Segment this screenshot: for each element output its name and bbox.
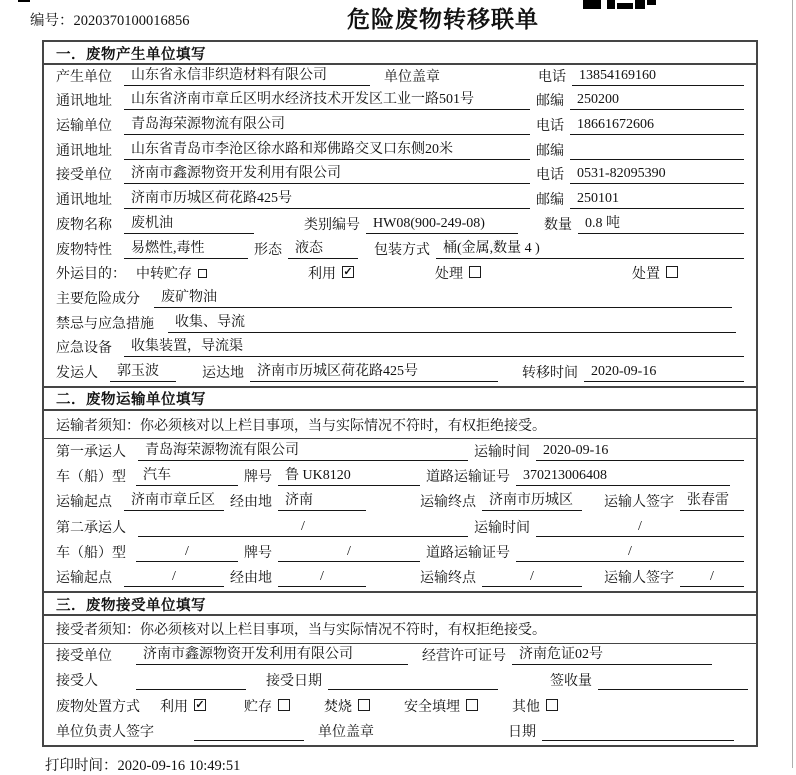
field-value: 370213006408 xyxy=(516,468,730,486)
field-value: 易燃性,毒性 xyxy=(124,237,248,259)
field-label: 通讯地址 xyxy=(56,143,112,159)
field-value: / xyxy=(136,544,238,562)
field-label: 运输时间 xyxy=(474,444,530,460)
form-section xyxy=(44,591,756,745)
field-label: 邮编 xyxy=(536,143,564,159)
field-label: 运输起点 xyxy=(56,571,112,587)
field-label: 接受人 xyxy=(56,674,98,690)
field-value: / xyxy=(482,569,582,587)
field-value: / xyxy=(124,569,224,587)
checkbox-unchecked-icon xyxy=(469,266,481,278)
checkbox-label: 贮存 xyxy=(244,699,272,715)
waste-transfer-form xyxy=(42,40,758,747)
section-header: 二．废物运输单位填写 xyxy=(44,388,756,411)
field-label: 车（船）型 xyxy=(56,470,126,486)
field-value: 2020-09-16 xyxy=(536,443,744,461)
form-row xyxy=(44,263,756,288)
field-label: 运输单位 xyxy=(56,119,112,135)
form-row xyxy=(44,515,756,540)
checkbox-unchecked-icon xyxy=(466,699,478,711)
form-row xyxy=(44,669,756,694)
field-label: 主要危险成分 xyxy=(56,291,140,307)
form-row xyxy=(44,720,756,745)
checkbox-unchecked-icon xyxy=(546,699,558,711)
checkbox-label: 安全填埋 xyxy=(404,699,460,715)
field-value: 液态 xyxy=(288,237,358,259)
field-value: 收集装置，导流渠 xyxy=(124,335,744,357)
field-value xyxy=(542,725,734,741)
field-value: 废矿物油 xyxy=(154,286,732,308)
field-value: / xyxy=(516,544,744,562)
form-section xyxy=(44,386,756,591)
field-value: 桶(金属,数量 4 ) xyxy=(436,237,744,259)
field-value: 郭玉波 xyxy=(110,360,176,382)
field-label: 数量 xyxy=(544,217,572,233)
field-label: 接受单位 xyxy=(56,168,112,184)
field-value: / xyxy=(278,569,366,587)
form-row xyxy=(44,188,756,213)
field-label: 包装方式 xyxy=(374,242,430,258)
checkbox-field xyxy=(404,696,478,716)
document-header xyxy=(0,0,796,40)
field-value xyxy=(598,674,748,690)
field-value: 济南市鑫源物资开发利用有限公司 xyxy=(136,643,408,665)
notice-text: 运输者须知：你必须核对以上栏目事项，当与实际情况不符时，有权拒绝接受。 xyxy=(44,411,756,440)
field-label: 发运人 xyxy=(56,365,98,381)
form-row xyxy=(44,139,756,164)
field-label: 电话 xyxy=(538,69,566,85)
checkbox-label: 其他 xyxy=(512,699,540,715)
field-value: 汽车 xyxy=(136,464,238,486)
field-value: HW08(900-249-08) xyxy=(366,216,518,234)
form-section xyxy=(44,42,756,386)
field-label: 道路运输证号 xyxy=(426,545,510,561)
field-value: 山东省青岛市李沧区徐水路和郑佛路交叉口东侧20米 xyxy=(124,138,530,160)
checkbox-label: 处理 xyxy=(435,267,463,283)
checkbox-field xyxy=(136,263,207,283)
checkbox-checked-icon: ✓ xyxy=(343,266,353,279)
form-row xyxy=(44,114,756,139)
field-label: 电话 xyxy=(536,168,564,184)
form-row xyxy=(44,694,756,719)
field-label: 运输起点 xyxy=(56,495,112,511)
field-label: 禁忌与应急措施 xyxy=(56,316,154,332)
form-row xyxy=(44,361,756,386)
field-label: 产生单位 xyxy=(56,69,112,85)
field-value: 山东省济南市章丘区明水经济技术开发区工业一路501号 xyxy=(124,88,530,110)
checkbox-unchecked-icon xyxy=(666,266,678,278)
field-label: 车（船）型 xyxy=(56,545,126,561)
field-value: 250200 xyxy=(570,92,744,110)
field-value: 济南市章丘区 xyxy=(124,489,224,511)
form-row xyxy=(44,439,756,464)
field-label: 接受单位 xyxy=(56,649,112,665)
field-label: 废物处置方式 xyxy=(56,699,140,715)
form-row xyxy=(44,566,756,591)
field-label: 第二承运人 xyxy=(56,520,126,536)
field-label: 废物名称 xyxy=(56,217,112,233)
field-label: 废物特性 xyxy=(56,242,112,258)
form-row xyxy=(44,238,756,263)
section-header: 一．废物产生单位填写 xyxy=(44,42,756,65)
form-row xyxy=(44,490,756,515)
checkbox-label: 利用 xyxy=(308,267,336,283)
field-label: 邮编 xyxy=(536,94,564,110)
field-label: 经由地 xyxy=(230,495,272,511)
checkbox-field xyxy=(308,263,354,283)
field-label: 单位盖章 xyxy=(318,724,374,740)
checkbox-label: 焚烧 xyxy=(324,699,352,715)
field-value: 张春雷 xyxy=(680,489,744,511)
print-time-line xyxy=(45,754,796,775)
page-edge-line xyxy=(792,0,793,768)
field-label: 道路运输证号 xyxy=(426,470,510,486)
field-value: 济南市鑫源物资开发利用有限公司 xyxy=(124,162,530,184)
field-value: 鲁 UK8120 xyxy=(278,464,420,486)
serial-number: 2020370100016856 xyxy=(73,13,190,29)
field-value: 青岛海荣源物流有限公司 xyxy=(124,113,530,135)
field-label: 第一承运人 xyxy=(56,444,126,460)
field-value: 收集、导流 xyxy=(168,311,736,333)
field-value: / xyxy=(536,519,744,537)
field-value: 济南危证02号 xyxy=(512,643,712,665)
checkbox-unchecked-icon xyxy=(198,269,207,278)
form-row xyxy=(44,312,756,337)
print-time-value: 2020-09-16 10:49:51 xyxy=(117,757,241,774)
checkbox-field xyxy=(512,696,558,716)
field-label: 通讯地址 xyxy=(56,193,112,209)
field-value: 济南市历城区 xyxy=(482,489,582,511)
checkbox-field xyxy=(324,696,370,716)
checkbox-unchecked-icon xyxy=(358,699,370,711)
field-label: 运输人签字 xyxy=(604,495,674,511)
form-row xyxy=(44,213,756,238)
form-row xyxy=(44,541,756,566)
field-label: 运输终点 xyxy=(420,495,476,511)
field-label: 单位负责人签字 xyxy=(56,724,154,740)
field-label: 电话 xyxy=(536,119,564,135)
field-value: 青岛海荣源物流有限公司 xyxy=(138,439,468,461)
field-value xyxy=(328,674,498,690)
field-label: 签收量 xyxy=(550,674,592,690)
form-row xyxy=(44,90,756,115)
checkbox-unchecked-icon xyxy=(278,699,290,711)
field-value: 2020-09-16 xyxy=(584,364,744,382)
checkbox-label: 利用 xyxy=(160,699,188,715)
field-label: 单位盖章 xyxy=(384,69,440,85)
form-row xyxy=(44,465,756,490)
form-row xyxy=(44,287,756,312)
field-value: 18661672606 xyxy=(570,117,744,135)
field-label: 类别编号 xyxy=(304,217,360,233)
field-label: 接受日期 xyxy=(266,674,322,690)
checkbox-label: 中转贮存 xyxy=(136,267,192,283)
field-value: / xyxy=(680,569,744,587)
field-label: 应急设备 xyxy=(56,341,112,357)
field-value: 0.8 吨 xyxy=(578,212,744,234)
field-value: 济南市历城区荷花路425号 xyxy=(124,187,530,209)
field-value xyxy=(570,144,744,160)
form-row xyxy=(44,644,756,669)
field-value: 0531-82095390 xyxy=(570,166,744,184)
field-label: 运达地 xyxy=(202,365,244,381)
field-label: 日期 xyxy=(508,724,536,740)
field-value: 山东省永信非织造材料有限公司 xyxy=(124,64,370,86)
checkbox-field xyxy=(160,696,206,716)
field-value xyxy=(194,725,304,741)
field-label: 运输终点 xyxy=(420,571,476,587)
field-label: 牌号 xyxy=(244,470,272,486)
form-row xyxy=(44,65,756,90)
page-title: 危险废物转移联单 xyxy=(347,7,539,32)
field-value: / xyxy=(278,544,420,562)
field-label: 经营许可证号 xyxy=(422,649,506,665)
field-label: 邮编 xyxy=(536,193,564,209)
field-label: 经由地 xyxy=(230,571,272,587)
checkbox-field xyxy=(435,263,481,283)
section-header: 三．废物接受单位填写 xyxy=(44,593,756,616)
field-value: 250101 xyxy=(570,191,744,209)
checkbox-label: 处置 xyxy=(632,267,660,283)
field-value: 13854169160 xyxy=(572,68,744,86)
field-label: 牌号 xyxy=(244,545,272,561)
field-label: 通讯地址 xyxy=(56,94,112,110)
field-label: 转移时间 xyxy=(522,365,578,381)
qr-code-fragment-icon xyxy=(583,0,657,10)
field-value: 废机油 xyxy=(124,212,254,234)
field-label: 运输人签字 xyxy=(604,571,674,587)
serial-label: 编号： xyxy=(30,13,74,29)
field-value: 济南市历城区荷花路425号 xyxy=(250,360,498,382)
print-time-label: 打印时间： xyxy=(45,757,118,774)
field-label: 形态 xyxy=(254,242,282,258)
checkbox-field xyxy=(632,263,678,283)
field-value: 济南 xyxy=(278,489,366,511)
field-label: 运输时间 xyxy=(474,520,530,536)
field-value: / xyxy=(138,519,468,537)
checkbox-field xyxy=(244,696,290,716)
field-value xyxy=(136,674,246,690)
checkbox-checked-icon: ✓ xyxy=(195,698,205,711)
form-row xyxy=(44,164,756,189)
form-row xyxy=(44,337,756,362)
notice-text: 接受者须知：你必须核对以上栏目事项，当与实际情况不符时，有权拒绝接受。 xyxy=(44,616,756,644)
field-label: 外运目的： xyxy=(56,267,126,283)
